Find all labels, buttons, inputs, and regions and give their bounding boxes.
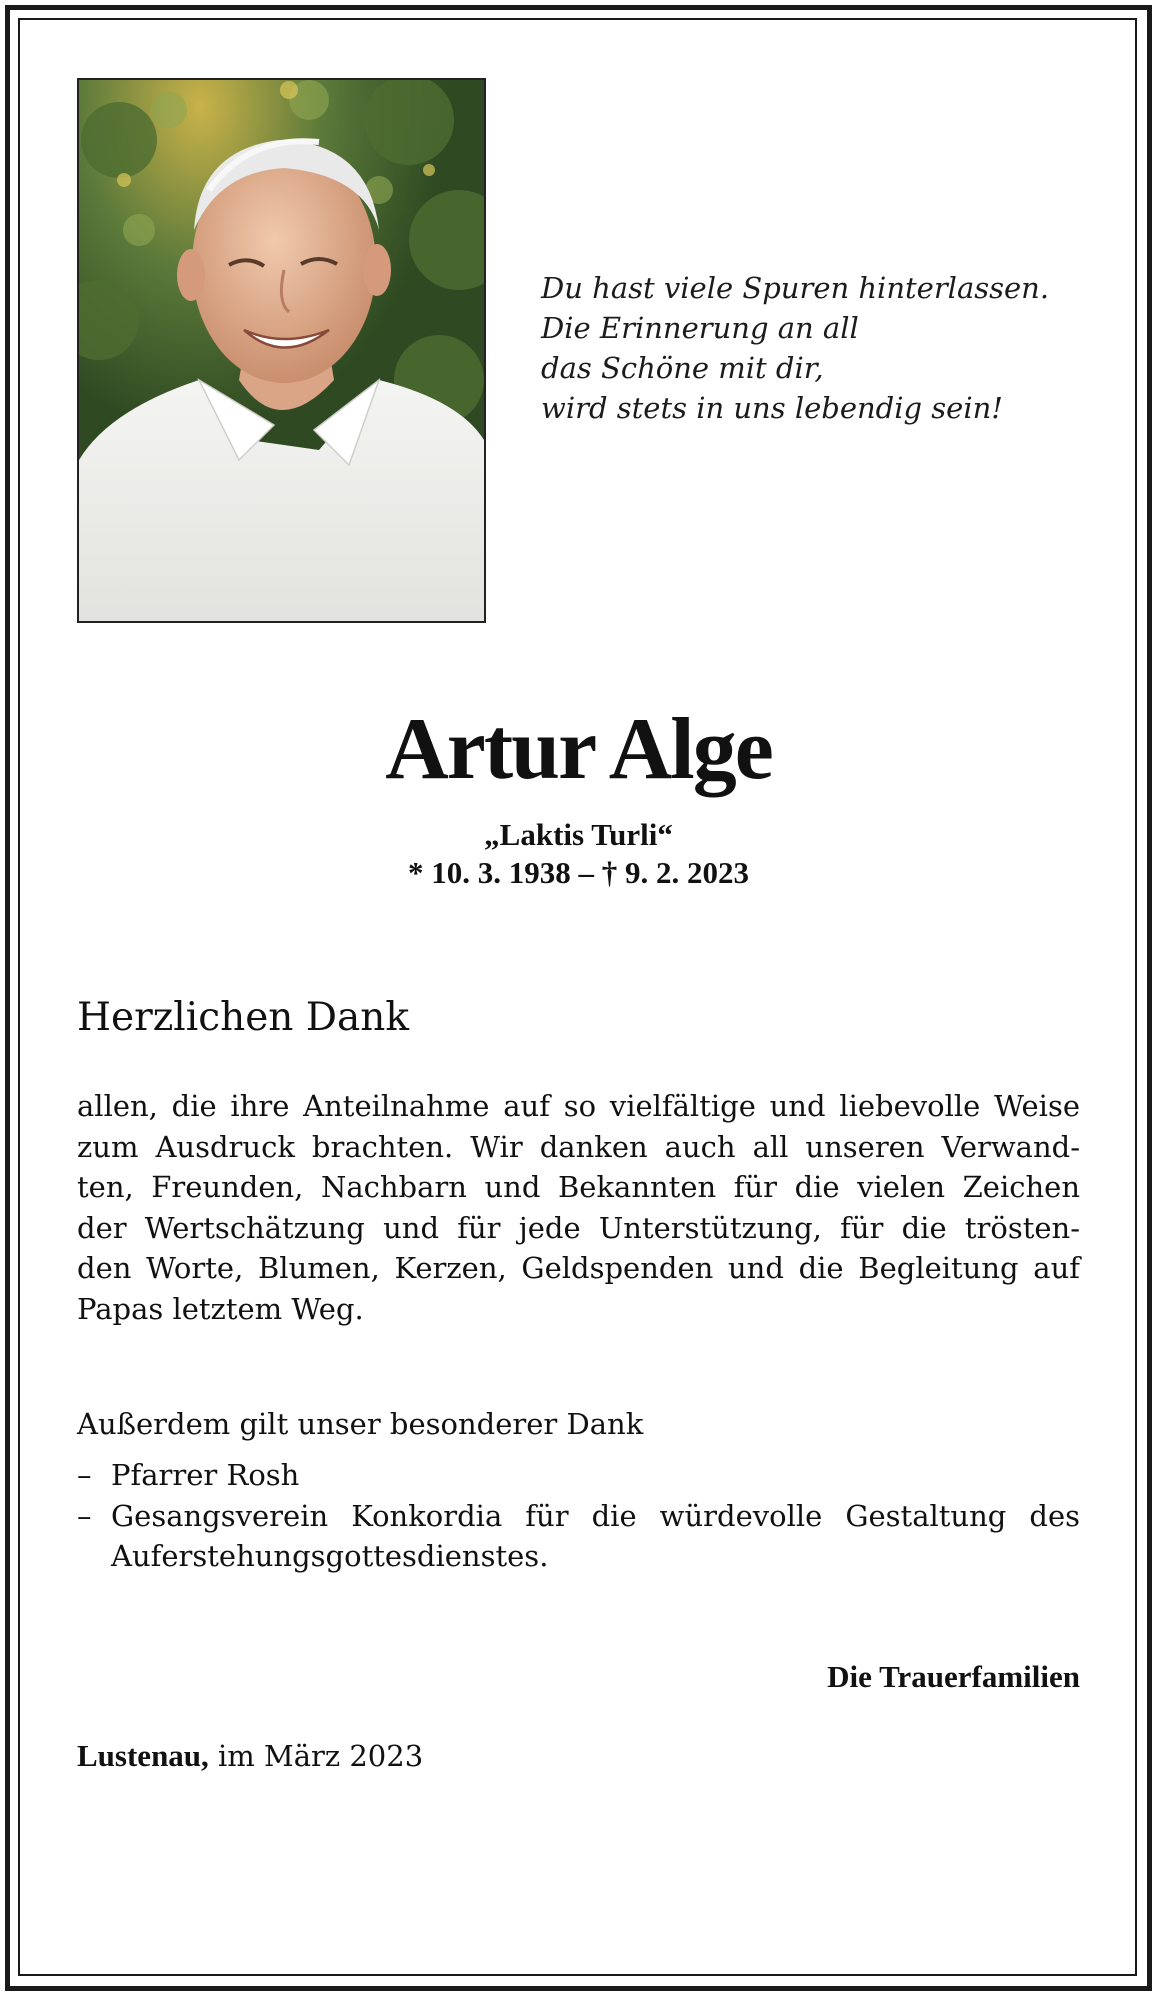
place-date: [77, 1736, 423, 1776]
place-name: Lustenau,: [77, 1738, 209, 1773]
paragraph-line: Papas letztem Weg.: [77, 1291, 364, 1326]
thanks-paragraph: [77, 1086, 1080, 1329]
quote-line: Du hast viele Spuren hinterlassen.: [541, 271, 1050, 305]
thanks-heading: Herzlichen Dank: [77, 995, 410, 1040]
special-thanks-intro: Außerdem gilt unser besonderer Dank: [77, 1407, 644, 1441]
list-item: [77, 1496, 1080, 1577]
paragraph-line: allen, die ihre Anteilnahme auf so vielfältige und liebevolle Weise: [77, 1089, 1080, 1123]
quote-line: Die Erinnerung an all: [541, 311, 859, 345]
dash-bullet: –: [77, 1458, 92, 1492]
paragraph-line: den Worte, Blumen, Kerzen, Geldspenden und die Begleitung auf: [77, 1251, 1080, 1285]
list-item-text: Auferstehungsgottesdienstes.: [111, 1539, 549, 1573]
life-dates: * 10. 3. 1938 – † 9. 2. 2023: [408, 855, 749, 890]
date-text: im März 2023: [218, 1739, 424, 1773]
quote-line: das Schöne mit dir,: [541, 351, 824, 385]
quote-line: wird stets in uns lebendig sein!: [541, 391, 1003, 425]
deceased-name: Artur Alge: [385, 701, 772, 798]
dash-bullet: –: [77, 1498, 92, 1533]
list-item: [77, 1455, 1080, 1496]
deceased-nickname: „Laktis Turli“: [484, 817, 673, 852]
special-thanks-list: [77, 1455, 1080, 1577]
paragraph-line: zum Ausdruck brachten. Wir danken auch all unseren Verwand-: [77, 1129, 1080, 1164]
signature: Die Trauerfamilien: [827, 1659, 1080, 1694]
paragraph-line: der Wertschätzung und für jede Unterstützung, für die trösten-: [77, 1210, 1080, 1245]
paragraph-line: ten, Freunden, Nachbarn und Bekannten für die vielen Zeichen: [77, 1170, 1080, 1204]
portrait-photo: [77, 78, 486, 623]
memorial-quote: [541, 268, 1061, 428]
portrait-illustration: [79, 80, 484, 621]
list-item-text: Pfarrer Rosh: [111, 1458, 300, 1492]
list-item-text: Gesangsverein Konkordia für die würdevolle Gestaltung des: [111, 1498, 1080, 1533]
